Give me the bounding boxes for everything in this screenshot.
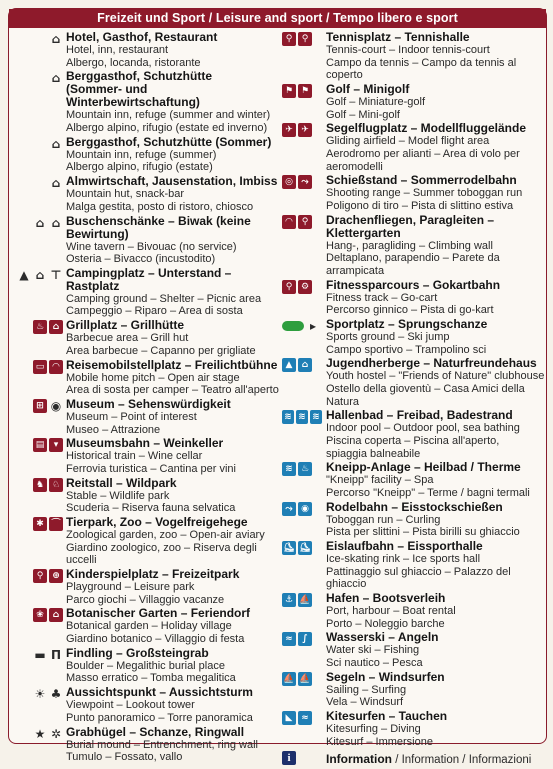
legend-entry-translation: Toboggan run – Curling [326, 513, 441, 526]
friends-of-nature-icon: ⌂ [298, 358, 312, 372]
legend-entry-translation: Camping ground – Shelter – Picnic area [66, 292, 262, 305]
legend-entry-title: Reitstall – Wildpark [66, 475, 177, 490]
legend-entry [9, 516, 279, 567]
legend-entry-icons [13, 517, 63, 531]
indoor-pool-icon: ≋ [282, 410, 294, 424]
legend-entry-title: Fitnessparcours – Gokartbahn [326, 277, 501, 292]
diving-icon: ≈ [298, 711, 312, 725]
wine-cellar-icon: ▾ [49, 438, 63, 452]
legend-entry-title: Campingplatz – Unterstand – Rastplatz [66, 265, 232, 293]
legend-entry-icons [282, 672, 322, 686]
legend-entry-translation: Tennis-court – Indoor tennis-court [326, 44, 490, 56]
legend-entry-translation: aeromodelli [326, 160, 383, 173]
legend-entry-translation: Scuderia – Riserva fauna selvatica [66, 502, 236, 515]
legend-entry-title: Drachenfliegen, Paragleiten – Klettergarten [326, 212, 495, 240]
botanical-garden-icon: ❀ [33, 608, 47, 622]
museum-icon: ⊞ [33, 399, 47, 413]
legend-entry-translation: Ostello della gioventù – Casa Amici della Natura [326, 383, 525, 408]
viewpoint-icon: ☀ [34, 687, 46, 702]
legend-entry-title: Wasserski – Angeln [326, 630, 439, 645]
legend-entry-title: Kitesurfen – Tauchen [326, 709, 448, 724]
legend-entry-translation: Parco giochi – Villaggio vacanze [66, 593, 225, 606]
legend-entry-title: Grillplatz – Grillhütte [66, 318, 185, 333]
legend-card [8, 8, 547, 766]
zoo-icon: ✱ [33, 517, 47, 531]
legend-entry-icons [13, 320, 63, 334]
kitesurf-icon: ◣ [282, 711, 296, 725]
ring-wall-icon: ✲ [50, 726, 62, 741]
mountain-inn-icon: ⌂ [51, 71, 61, 86]
tennis-court-icon: ⚲ [282, 32, 296, 46]
legend-entry-translation: Ferrovia turistica – Cantina per vini [66, 462, 236, 475]
legend-entry-title: Schießstand – Sommerrodelbahn [326, 173, 517, 188]
open-air-stage-icon: ◠ [49, 360, 63, 374]
summer-toboggan-icon: ⤳ [298, 175, 312, 189]
legend-entry-icons [13, 727, 63, 741]
legend-entry-translation: Kitesurfing – Diving [326, 723, 421, 736]
legend-entry-title: Almwirtschaft, Jausenstation, Imbiss [66, 174, 278, 189]
fishing-icon: ∫ [298, 632, 312, 646]
legend-entry-title: Segelflugplatz – Modellfluggelände [326, 121, 527, 136]
spa-icon: ♨ [298, 462, 312, 476]
shooting-range-icon: ◎ [282, 175, 296, 189]
legend-entry-icons [282, 410, 322, 424]
legend-entry [9, 726, 279, 764]
sports-ground-icon [282, 321, 304, 331]
legend-entry-translation: Percorso ginnico – Pista di go-kart [326, 304, 494, 317]
legend-entry-title: Rodelbahn – Eisstockschießen [326, 499, 503, 514]
burial-mound-icon: ★ [34, 726, 46, 741]
legend-entry-icons [282, 632, 322, 646]
fitness-track-icon: ⚲ [282, 280, 296, 294]
legend-entry-title: Hafen – Bootsverleih [326, 591, 446, 606]
legend-entry-icons [13, 176, 63, 190]
legend-entry-title: Buschenschänke – Biwak (keine Bewirtung) [66, 213, 251, 241]
gliding-airfield-icon: ✈ [282, 123, 296, 137]
legend-entry [9, 70, 279, 134]
legend-entry-title: Kneipp-Anlage – Heilbad / Therme [326, 460, 521, 475]
point-of-interest-icon: ◉ [50, 399, 62, 413]
legend-entry-translation: Playground – Leisure park [66, 581, 195, 594]
legend-entry-icons [13, 216, 63, 230]
legend-entry-translation: Albergo alpino, rifugio (estate ed inverno) [66, 121, 268, 134]
legend-entry-translation: Wine tavern – Bivouac (no service) [66, 240, 237, 253]
legend-entry [279, 83, 546, 121]
kneipp-icon: ≋ [282, 462, 296, 476]
legend-entry-translation: spiaggia balneabile [326, 447, 421, 460]
golf-icon: ⚑ [282, 84, 296, 98]
legend-entry-translation: Sports ground – Ski jump [326, 331, 450, 344]
legend-entry-translation: Historical train – Wine cellar [66, 450, 203, 463]
legend-entry-icons [282, 123, 322, 137]
legend-entry-icons [13, 648, 63, 662]
legend-entry-title: Museumsbahn – Weinkeller [66, 436, 224, 451]
legend-entry-translation: Museo – Attrazione [66, 423, 161, 436]
legend-entry-translation: Porto – Noleggio barche [326, 617, 445, 630]
curling-icon: ◉ [298, 502, 312, 516]
motorhome-icon: ▭ [33, 360, 47, 374]
legend-entry-icons [282, 319, 322, 333]
legend-entry-translation: Golf – Mini-golf [326, 108, 400, 121]
playground-icon: ⚲ [33, 569, 47, 583]
legend-entry-title: Tennisplatz – Tennishalle [326, 30, 470, 44]
legend-entry-translation: Ice-skating rink – Ice sports hall [326, 553, 481, 566]
legend-entry [9, 477, 279, 515]
legend-entry-title: Sportplatz – Sprungschanze [326, 317, 488, 332]
legend-entry-translation: Mountain inn, refuge (summer and winter) [66, 109, 271, 122]
stable-icon: ♞ [33, 478, 47, 492]
legend-entry-title: Grabhügel – Schanze, Ringwall [66, 724, 245, 739]
legend-entry-title: Reisemobilstellplatz – Freilichtbühne [66, 357, 278, 372]
legend-entry-title: Hallenbad – Freibad, Badestrand [326, 408, 513, 423]
legend-entry-translation: Piscina coperta – Piscina all'aperto, [326, 434, 500, 447]
legend-entry-translation: Campeggio – Riparo – Area di sosta [66, 305, 243, 318]
legend-entry-translation: Sailing – Surfing [326, 683, 407, 696]
legend-entry [279, 710, 546, 748]
legend-entry-translation: Kitesurf – Immersione [326, 735, 433, 748]
legend-entry [279, 540, 546, 591]
legend-entry [279, 592, 546, 630]
bathing-beach-icon: ≋ [310, 410, 322, 424]
legend-entry-translation: Deltaplano, parapendio – Parete da arrampicata [326, 252, 500, 277]
legend-entry [9, 398, 279, 436]
legend-entry-translation: Port, harbour – Boat rental [326, 605, 456, 618]
legend-entry-translation: Barbecue area – Grill hut [66, 332, 189, 345]
megalithic-tomb-icon: Π [50, 647, 62, 662]
legend-entry-icons [13, 268, 63, 282]
legend-entry [9, 175, 279, 213]
legend-entry-title: Tierpark, Zoo – Vogelfreigehege [66, 515, 248, 530]
aviary-icon: ⌒ [49, 517, 63, 531]
grill-hut-icon: ⌂ [49, 320, 63, 334]
legend-entry [9, 647, 279, 685]
legend-entry-translation: Mobile home pitch – Open air stage [66, 371, 240, 384]
legend-entry [279, 357, 546, 408]
indoor-tennis-icon: ⚲ [298, 32, 312, 46]
legend-entry [9, 437, 279, 475]
legend-entry-translation: Hang-, paragliding – Climbing wall [326, 239, 493, 252]
legend-entry-icons [13, 478, 63, 492]
legend-entry [9, 686, 279, 724]
toboggan-run-icon: ⤳ [282, 502, 296, 516]
legend-entry-translation: Pista per slittini – Pista birilli su ghiaccio [326, 526, 520, 539]
legend-entry-icons [282, 358, 322, 372]
hang-gliding-icon: ◠ [282, 215, 296, 229]
legend-entry-translation: Shooting range – Summer toboggan run [326, 187, 523, 200]
legend-entry-icons [13, 438, 63, 452]
legend-entry [279, 122, 546, 173]
legend-header: Freizeit und Sport / Leisure and sport / Tempo libero e sport [9, 9, 546, 28]
legend-entry [9, 31, 279, 69]
legend-column-left [9, 31, 279, 765]
legend-column-right [279, 31, 546, 769]
house-icon: ⌂ [51, 32, 61, 46]
holiday-village-icon: ⌂ [49, 608, 63, 622]
legend-entry-translation: Museum – Point of interest [66, 411, 197, 423]
legend-entry-translation: Botanical garden – Holiday village [66, 620, 232, 633]
historical-train-icon: ▤ [33, 438, 47, 452]
legend-entry [279, 409, 546, 460]
boat-rental-icon: ⛵ [299, 595, 311, 606]
legend-entry [9, 607, 279, 645]
legend-entry-translation: Hotel, inn, restaurant [66, 44, 169, 56]
legend-entry-translation: Masso erratico – Tomba megalitica [66, 672, 236, 685]
legend-entry-translation: Indoor pool – Outdoor pool, sea bathing [326, 422, 520, 435]
legend-entry [279, 750, 546, 768]
legend-entry-translation: Tumulo – Fossato, vallo [66, 751, 183, 764]
legend-entry-title: Eislaufbahn – Eissporthalle [326, 539, 483, 554]
legend-entry [9, 359, 279, 397]
youth-hostel-icon: ▲ [282, 358, 296, 372]
information-icon: i [282, 751, 296, 765]
legend-entry-translation: Gliding airfield – Model flight area [326, 135, 490, 148]
legend-entry-title: Berggasthof, Schutzhütte (Sommer) [66, 134, 272, 149]
legend-entry-icons [13, 399, 63, 413]
legend-entry-title: Hotel, Gasthof, Restaurant [66, 30, 218, 44]
legend-entry-translation: Aerodromo per alianti – Area di volo per [326, 147, 520, 160]
legend-entry-title: Aussichtspunkt – Aussichtsturm [66, 685, 253, 700]
legend-entry [9, 568, 279, 606]
legend-entry-icons [282, 84, 322, 98]
legend-entry [9, 319, 279, 357]
legend-entry-translation: Mountain hut, snack-bar [66, 188, 185, 201]
go-cart-icon: ⚙ [298, 280, 312, 294]
legend-entry-title: Kinderspielplatz – Freizeitpark [66, 567, 240, 582]
legend-entry-icons [13, 687, 63, 701]
legend-entry-translation: Sci nautico – Pesca [326, 657, 423, 670]
barbecue-icon: ♨ [33, 320, 47, 334]
legend-columns [9, 30, 546, 766]
legend-entry-title: Jugendherberge – Naturfreundehaus [326, 356, 537, 371]
legend-entry [9, 136, 279, 174]
legend-entry [279, 631, 546, 669]
legend-entry-translation: Percorso "Kneipp" – Terme / bagni termali [326, 486, 530, 499]
legend-entry-icons [13, 360, 63, 374]
legend-entry-icons [282, 462, 322, 476]
legend-entry-title: Golf – Minigolf [326, 81, 410, 96]
legend-entry-icons [282, 751, 322, 765]
legend-entry-title: Information [326, 751, 392, 766]
legend-entry-icons [282, 593, 322, 607]
legend-entry [9, 267, 279, 318]
legend-entry-translation: Area di sosta per camper – Teatro all'aperto [66, 384, 279, 397]
legend-entry-icons [282, 175, 322, 189]
outdoor-pool-icon: ≋ [296, 410, 308, 424]
ice-sports-hall-icon: ⛸ [299, 543, 311, 554]
legend-entry-icons [13, 569, 63, 583]
mountain-hut-icon: ⌂ [51, 176, 61, 191]
picnic-icon: ⊤ [50, 267, 62, 282]
legend-entry-translation: Poligono di tiro – Pista di slittino estiva [326, 199, 514, 212]
legend-entry-icons [13, 608, 63, 622]
legend-entry [279, 461, 546, 499]
legend-entry-translation: / Information / Informazioni [392, 753, 532, 766]
legend-entry-title: Segeln – Windsurfen [326, 669, 445, 684]
legend-entry-translation: Malga gestita, posto di ristoro, chiosco [66, 200, 254, 213]
legend-entry-translation: Golf – Miniature-golf [326, 95, 426, 108]
climbing-wall-icon: ⚲ [298, 215, 312, 229]
legend-entry-translation: Boulder – Megalithic burial place [66, 659, 225, 672]
shelter-icon: ⌂ [35, 267, 45, 282]
boulder-icon: ▬ [34, 647, 46, 662]
legend-entry-title: Botanischer Garten – Feriendorf [66, 606, 251, 621]
windsurf-icon: ⛵ [299, 673, 311, 684]
legend-entry-translation: Stable – Wildlife park [66, 489, 170, 502]
lookout-tower-icon: ♣ [50, 687, 62, 702]
sailing-icon: ⛵ [283, 673, 295, 684]
water-ski-icon: ≈ [282, 632, 296, 646]
legend-entry [279, 214, 546, 278]
legend-entry-icons [282, 502, 322, 516]
legend-entry-title: Museum – Sehenswürdigkeit [66, 397, 231, 411]
legend-entry-icons [282, 280, 322, 294]
legend-entry-translation: "Kneipp" facility – Spa [326, 474, 434, 487]
legend-entry-translation: Youth hostel – "Friends of Nature" clubhouse [326, 370, 545, 383]
legend-entry-translation: Osteria – Bivacco (incustodito) [66, 253, 216, 266]
legend-entry [279, 279, 546, 317]
legend-entry-translation: Vela – Windsurf [326, 696, 404, 709]
legend-entry-translation: Water ski – Fishing [326, 644, 420, 657]
legend-entry-icons [282, 215, 322, 229]
legend-entry-icons [13, 137, 63, 151]
harbour-icon: ⚓ [282, 593, 296, 607]
bivouac-icon: ⌂ [51, 215, 61, 230]
legend-entry-translation: Area barbecue – Capanno per grigliate [66, 344, 256, 357]
legend-entry-translation: Zoological garden, zoo – Open-air aviary [66, 529, 265, 542]
legend-entry-translation: Campo sportivo – Trampolino sci [326, 343, 487, 356]
legend-entry-translation: Pattinaggio sul ghiaccio – Palazzo del ghiaccio [326, 565, 511, 591]
ice-skating-icon: ⛸ [283, 543, 295, 554]
legend-entry-translation: Burial mound – Entrenchment, ring wall [66, 738, 258, 751]
wildlife-park-icon: ♘ [49, 478, 63, 492]
minigolf-icon: ⚑ [298, 84, 312, 98]
legend-entry-translation: Campo da tennis – Campo da tennis al coperto [326, 56, 517, 82]
legend-entry-translation: Albergo, locanda, ristorante [66, 56, 201, 69]
legend-entry [279, 501, 546, 539]
legend-entry-title: Berggasthof, Schutzhütte [66, 69, 212, 84]
legend-entry-translation: Giardino zoologico, zoo – Riserva degli uccelli [66, 541, 257, 567]
legend-entry-icons [13, 32, 63, 46]
legend-entry-title-continued: (Sommer- und Winterbewirtschaftung) [66, 82, 200, 110]
legend-entry-translation: Fitness track – Go-cart [326, 291, 438, 304]
legend-entry-title: Findling – Großsteingrab [66, 645, 209, 660]
legend-entry-icons [282, 711, 322, 725]
model-flight-icon: ✈ [298, 123, 312, 137]
legend-entry [279, 31, 546, 82]
legend-entry [279, 318, 546, 356]
legend-entry [279, 671, 546, 709]
legend-entry-translation: Mountain inn, refuge (summer) [66, 148, 217, 161]
legend-entry-translation: Giardino botanico – Villaggio di festa [66, 633, 245, 646]
legend-entry-icons [282, 32, 322, 46]
ski-jump-icon: ▸ [309, 319, 317, 334]
legend-entry [9, 215, 279, 266]
legend-entry-translation: Albergo alpino, rifugio (estate) [66, 161, 213, 174]
mountain-inn-summer-icon: ⌂ [51, 136, 61, 151]
legend-entry-translation: Punto panoramico – Torre panoramica [66, 711, 253, 724]
campsite-icon: ▲ [19, 267, 29, 282]
legend-entry [279, 174, 546, 212]
leisure-park-icon: ⊕ [49, 569, 63, 583]
legend-entry-translation: Viewpoint – Lookout tower [66, 699, 195, 712]
legend-entry-icons [13, 71, 63, 85]
wine-tavern-icon: ⌂ [35, 215, 45, 230]
legend-entry-icons [282, 541, 322, 555]
